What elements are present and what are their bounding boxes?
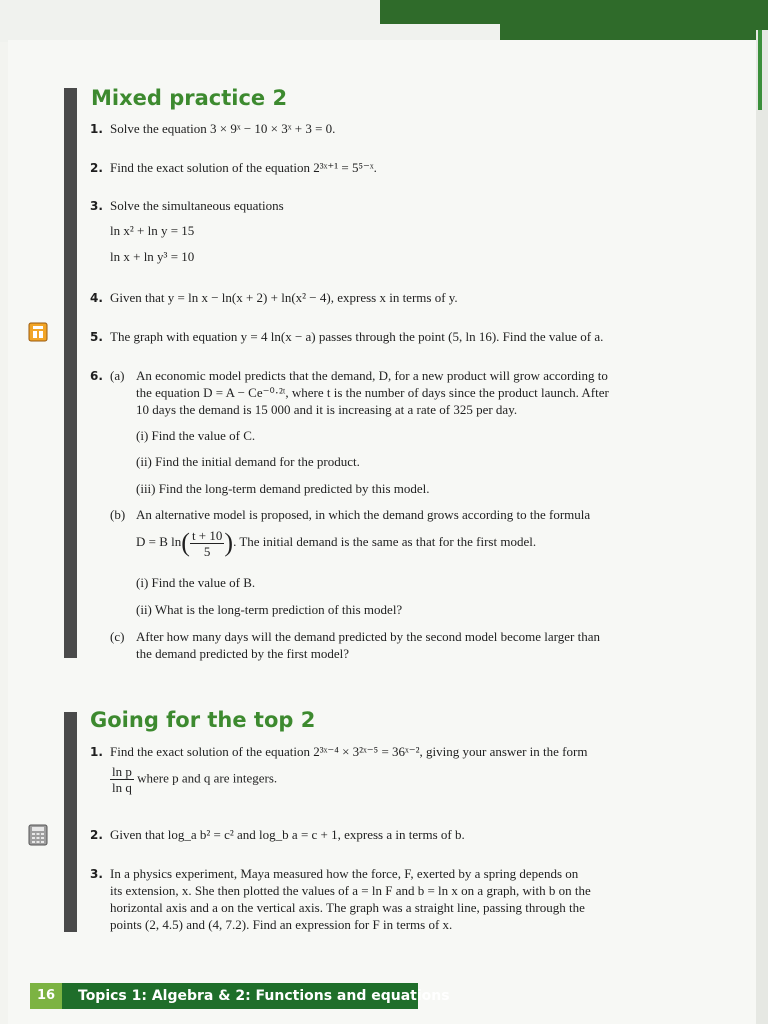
question-3 [90,197,690,215]
section-bar-mixed [64,88,77,658]
question-number: 6. [90,369,103,383]
section-bar-top [64,712,77,932]
question-1 [90,120,690,138]
mixed-practice-heading: Mixed practice 2 [91,86,288,110]
going-for-the-top-heading: Going for the top 2 [90,708,316,732]
fraction-denominator: 5 [203,543,211,559]
formula-fraction [190,528,224,559]
question-text: Given that y = ln x − ln(x + 2) + ln(x² − 4), express x in terms of y. [110,290,458,305]
q6a-i: (i) Find the value of C. [136,428,256,443]
question-text: Find the exact solution of the equation 2³ˣ⁺¹ = 5⁵⁻ˣ. [110,160,377,175]
footer-topic-title: Topics 1: Algebra & 2: Functions and equations [78,988,450,1004]
question-2 [90,159,690,177]
exam-hint-icon [28,322,48,342]
question-text: In a physics experiment, Maya measured how the force, F, exerted by a spring depends on [110,866,579,881]
q6c-line-1: After how many days will the demand predicted by the second model become larger than [136,629,601,644]
formula-left: D = B ln [136,534,182,549]
fraction-denominator: ln q [112,780,132,795]
question-number: 2. [90,828,103,842]
answer-form-text: where p and q are integers. [137,770,278,786]
question-number: 1. [90,745,103,759]
question-4 [90,289,690,307]
question-text: The graph with equation y = 4 ln(x − a) passes through the point (5, ln 16). Find the value of a. [110,329,604,344]
q6c-line-2: the demand predicted by the first model? [136,646,349,661]
answer-fraction [110,764,134,795]
equation-1: ln x² + ln y = 15 [110,223,195,238]
question-2 [90,826,690,844]
q6b-formula: D = B ln( $\frac{t + 10}{5}$ ). The initial demand is the same as that for the first model. [136,527,537,559]
question-text: Given that log_a b² = c² and log_b a = c + 1, express a in terms of b. [110,827,465,842]
q3-line-3: horizontal axis and a on the vertical axis. The graph was a straight line, passing through the [110,900,585,915]
part-label: (a) [110,368,125,383]
fraction-numerator: t + 10 [191,527,223,543]
top-green-band [500,0,768,40]
question-number: 3. [90,199,103,213]
question-number: 3. [90,867,103,881]
question-number: 2. [90,161,103,175]
question-number: 4. [90,291,103,305]
q6a-line-2: the equation D = A − Ce⁻⁰·²ᵗ, where t is the number of days since the product launch. After [136,385,609,400]
page-edge [756,30,768,1024]
top-green-tab [380,0,510,24]
question-text: Solve the equation 3 × 9ˣ − 10 × 3ˣ + 3 = 0. [110,121,336,136]
q6a-line-3: 10 days the demand is 15 000 and it is increasing at a rate of 325 per day. [136,402,518,417]
q6b-line-1: An alternative model is proposed, in which the demand grows according to the formula [136,507,591,522]
question-text: Find the exact solution of the equation 2³ˣ⁻⁴ × 3²ˣ⁻⁵ = 36ˣ⁻², giving your answer in the form [110,744,588,759]
q3-line-2: its extension, x. She then plotted the values of a = ln F and b = ln x on a graph, with b on the [110,883,591,898]
part-label: (c) [110,629,125,644]
q3-line-4: points (2, 4.5) and (4, 7.2). Find an expression for F in terms of x. [110,917,453,932]
question-number: 5. [90,330,103,344]
question-1 [90,743,690,761]
question-5 [90,328,690,346]
page-number: 16 [30,983,62,1009]
equation-2: ln x + ln y³ = 10 [110,249,195,264]
formula-right: . The initial demand is the same as that for the first model. [233,534,537,549]
fraction-numerator: ln p [112,764,132,779]
q6a-line-1: An economic model predicts that the demand, D, for a new product will grow according to [136,368,608,383]
part-label: (b) [110,507,126,522]
question-text: Solve the simultaneous equations [110,198,284,213]
q6b-ii: (ii) What is the long-term prediction of this model? [136,602,403,617]
answer-form [110,764,277,795]
question-number: 1. [90,122,103,136]
q6a-iii: (iii) Find the long-term demand predicted by this model. [136,481,430,496]
green-edge-marker [758,30,762,110]
question-3 [90,865,690,883]
q6a-ii: (ii) Find the initial demand for the product. [136,454,360,469]
calculator-icon [28,824,48,844]
q6b-i: (i) Find the value of B. [136,575,256,590]
